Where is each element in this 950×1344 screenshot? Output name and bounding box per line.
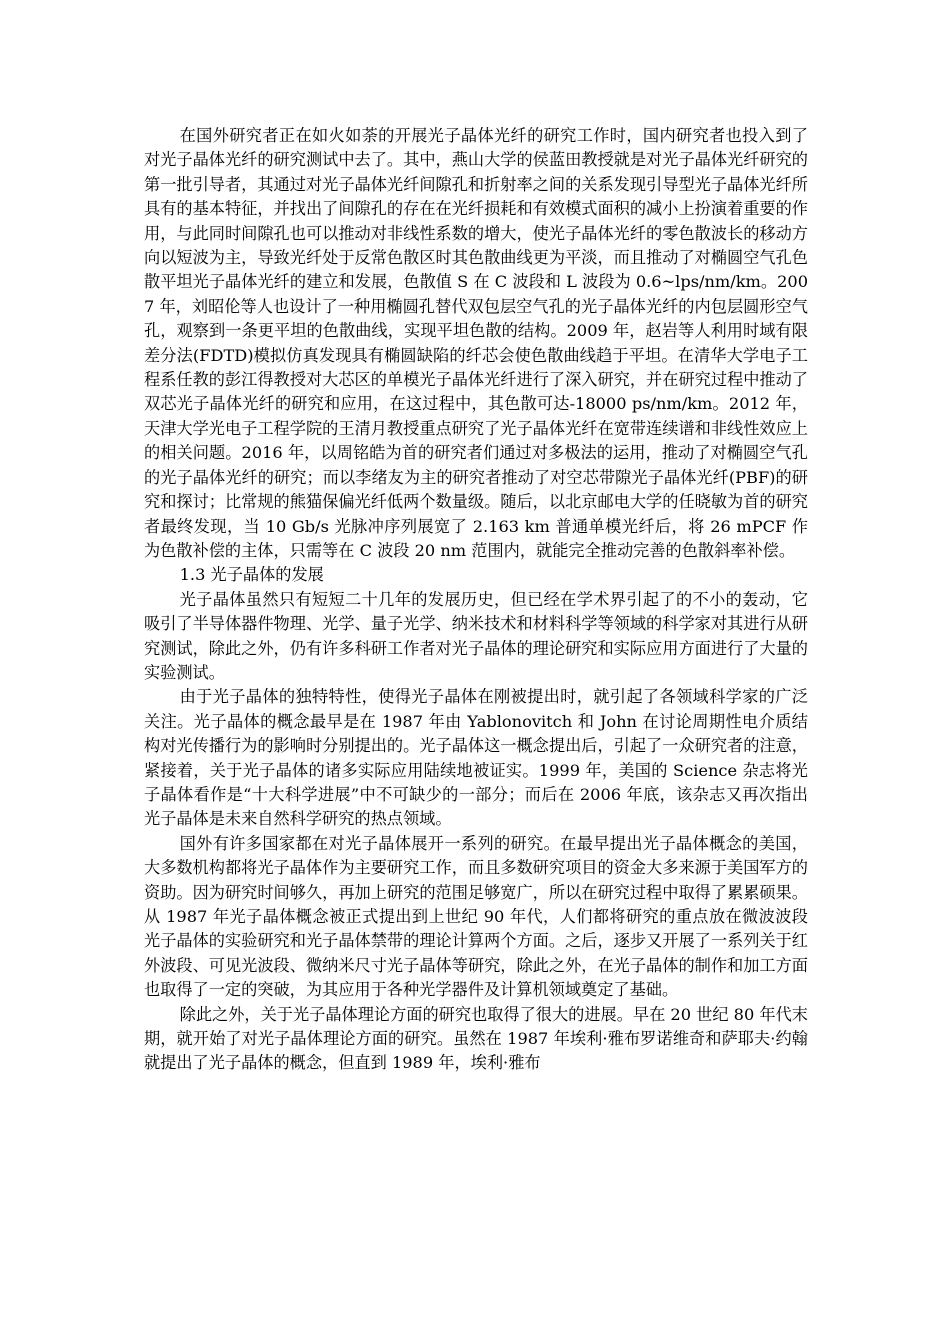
paragraph-photonic-crystal-concept: 由于光子晶体的独特特性，使得光子晶体在刚被提出时，就引起了各领域科学家的广泛关注。光子晶体的概念最早是在 1987 年由 Yablonovitch 和 John 在讨论周期性电介质结构对光传播行为的影响时分别提出的。光子晶体这一概念提出后，引起了一众研究者的注意，紧接着，关于光子晶体的诸多实际应用陆续地被证实。1999 年，美国的 Science 杂志将光子晶体看作是“十大科学进展”中不可缺少的一部分；而后在 2006 年底，该杂志又再次指出光子晶体是未来自然科学研究的热点领域。: [144, 687, 808, 829]
paragraph-photonic-crystal-history: 光子晶体虽然只有短短二十几年的发展历史，但已经在学术界引起了的不小的轰动，它吸引了半导体器件物理、光学、量子光学、纳米技术和材料科学等领域的科学家对其进行从研究测试，除此之外，仍有许多科研工作者对光子晶体的理论研究和实际应用方面进行了大量的实验测试。: [144, 589, 808, 682]
document-page: [144, 124, 808, 1076]
section-heading: 1.3 光子晶体的发展: [179, 565, 324, 585]
paragraph-domestic-research: 在国外研究者正在如火如荼的开展光子晶体光纤的研究工作时，国内研究者也投入到了对光子晶体光纤的研究测试中去了。其中，燕山大学的侯蓝田教授就是对光子晶体光纤研究的第一批引导者，其通过对光子晶体光纤间隙孔和折射率之间的关系发现引导型光子晶体光纤所具有的基本特征，并找出了间隙孔的存在在光纤损耗和有效模式面积的减小上扮演着重要的作用，与此同时间隙孔也可以推动对非线性系数的增大，使光子晶体光纤的零色散波长的移动方向以短波为主，导致光纤处于反常色散区时其色散曲线更为平淡，而且推动了对椭圆空气孔色散平坦光子晶体光纤的建立和发展，色散值 S 在 C 波段和 L 波段为 0.6~lps/nm/km。2007 年，刘昭伦等人也设计了一种用椭圆孔替代双包层空气孔的光子晶体光纤的内包层圆形空气孔，观察到一条更平坦的色散曲线，实现平坦色散的结构。2009 年，赵岩等人利用时域有限差分法(FDTD)模拟仿真发现具有椭圆缺陷的纤芯会使色散曲线趋于平坦。在清华大学电子工程系任教的彭江得教授对大芯区的单模光子晶体光纤进行了深入研究，并在研究过程中推动了双芯光子晶体光纤的研究和应用，在这过程中，其色散可达-18000 ps/nm/km。2012 年，天津大学光电子工程学院的王清月教授重点研究了光子晶体光纤在宽带连续谱和非线性效应上的相关问题。2016 年，以周铭皓为首的研究者们通过对多极法的运用，推动了对椭圆空气孔的光子晶体光纤的研究；而以李绪友为主的研究者推动了对空芯带隙光子晶体光纤(PBF)的研究和探讨；比常规的熊猫保偏光纤低两个数量级。随后，以北京邮电大学的任晓敏为首的研究者最终发现，当 10 Gb/s 光脉冲序列展宽了 2.163 km 普通单模光纤后，将 26 mPCF 作为色散补偿的主体，只需等在 C 波段 20 nm 范围内，就能完全推动完善的色散斜率补偿。: [144, 126, 808, 560]
paragraph-theory-progress: 除此之外，关于光子晶体理论方面的研究也取得了很大的进展。早在 20 世纪 80 年代末期，就开始了对光子晶体理论方面的研究。虽然在 1987 年埃利·雅布罗诺维奇和萨耶夫·约翰就提出了光子晶体的概念，但直到 1989 年，埃利·雅布: [144, 1004, 808, 1073]
paragraph-foreign-research: 国外有许多国家都在对光子晶体展开一系列的研究。在最早提出光子晶体概念的美国，大多数机构都将光子晶体作为主要研究工作，而且多数研究项目的资金大多来源于美国军方的资助。因为研究时间够久，再加上研究的范围足够宽广，所以在研究过程中取得了累累硕果。从 1987 年光子晶体概念被正式提出到上世纪 90 年代，人们都将研究的重点放在微波波段光子晶体的实验研究和光子晶体禁带的理论计算两个方面。之后，逐步又开展了一系列关于红外波段、可见光波段、微纳米尺寸光子晶体等研究，除此之外，在光子晶体的制作和加工方面也取得了一定的突破，为其应用于各种光学器件及计算机领域奠定了基础。: [144, 833, 808, 1000]
